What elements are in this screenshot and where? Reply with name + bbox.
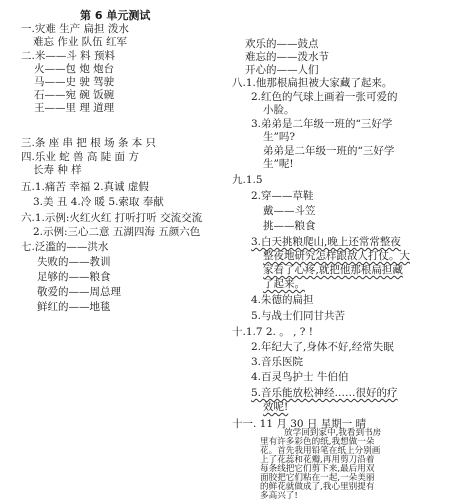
answer-q4-line1: 四.乐业 蛇 兽 高 陡 面 方	[21, 151, 139, 163]
answer-q10-5-line1: 5.音乐能放松神经……很好的疗	[251, 387, 398, 399]
diary-line2: 里有许多彩色的纸,我想做一朵	[260, 437, 375, 447]
answer-q9-2-line2: 戴——斗笠	[263, 205, 316, 217]
answer-q8-3-line3: 弟弟是二年级一班的“三好学	[263, 145, 395, 157]
answer-q2-line4: 石——宛 碗 饭碗	[34, 89, 115, 101]
answer-q8-3-line1: 3.弟弟是二年级一班的“三好学	[251, 118, 393, 130]
diary-line1: 放学回到家中,我看到书房	[284, 428, 382, 438]
diary-line7: 的鲜花就做成了,我心里别提有	[260, 482, 375, 492]
answer-q10-4: 4.百灵鸟护士 牛伯伯	[251, 371, 349, 383]
diary-line5: 每条线把它们剪下来,最后用双	[260, 464, 375, 474]
answer-q7-line4: 敬爱的——周总理	[37, 286, 121, 298]
page-title: 第 6 单元测试	[80, 9, 151, 22]
answer-q9-3-line2: 整夜地研究怎样跟敌人打仗。大	[263, 250, 410, 262]
answer-q8-3-line4: 生”呢!	[263, 158, 294, 170]
answer-q7-line5: 鲜红的——地毯	[37, 301, 111, 313]
answer-q10-2: 2.年纪大了,身体不好,经常失眠	[251, 341, 394, 353]
answer-q2-line2: 火——包 炮 炮台	[34, 63, 115, 75]
answer-q7-line8: 开心的——人们	[245, 64, 319, 76]
answer-q8-1: 八.1.他那根扁担被大家藏了起来。	[232, 77, 393, 89]
answer-q9-3-line4: 了起来。	[263, 278, 305, 290]
answer-q5-line2: 3.美 丑 4.冷 暖 5.索取 奉献	[33, 196, 164, 208]
answer-q9-5: 5.与战士们同甘共苦	[251, 310, 346, 322]
diary-line3: 花。首先我用铅笔在纸上分别画	[260, 446, 381, 456]
answer-q9-2-line1: 2.穿——草鞋	[251, 190, 314, 202]
answer-q7-line7: 难忘的——泼水节	[245, 51, 329, 63]
answer-q7-line2: 失败的——教训	[37, 256, 111, 268]
diary-line8: 多高兴了!	[260, 491, 298, 501]
answer-q9-2-line3: 挑——粮食	[263, 220, 316, 232]
answer-q7-line3: 足够的——粮食	[37, 271, 111, 283]
answer-q9-3-line1: 3.白天挑粮爬山,晚上还常常整夜	[251, 236, 401, 248]
diary-header: 十一. 11 月 30 日 星期一 晴	[232, 418, 367, 430]
diary-line4: 上了花蕊和花瓣,再用剪刀沿着	[260, 455, 375, 465]
answer-q9-3-line3: 家看了心疼,就把他那根扁担藏	[263, 264, 403, 276]
answer-q7-line1: 七.泛滥的——洪水	[21, 241, 109, 253]
answer-q6-line1: 六.1.示例:火红火红 打听打听 交流交流	[21, 212, 203, 224]
answer-q2-line3: 马——史 驶 驾驶	[34, 76, 115, 88]
answer-q1-line1: 一.灾难 生产 扁担 泼水	[21, 23, 129, 35]
answer-q7-line6: 欢乐的——鼓点	[245, 38, 319, 50]
answer-q6-line2: 2.示例:三心二意 五湖四海 五颜六色	[33, 226, 201, 238]
answer-q1-line2: 难忘 作业 队伍 红军	[33, 36, 128, 48]
answer-q2-line5: 王——里 理 道理	[34, 102, 115, 114]
answer-q9-4: 4.朱德的扁担	[251, 294, 314, 306]
answer-q3: 三.条 座 串 把 根 场 条 本 只	[21, 137, 157, 149]
answer-q8-2-line1: 2.红色的气球上画着一张可爱的	[251, 91, 398, 103]
answer-q10-5-line2: 效呢!	[263, 401, 289, 413]
answer-q10-1: 十.1.7 2. 。 , ? !	[232, 326, 313, 338]
answer-q9-1: 九.1.5	[232, 174, 263, 186]
answer-q4-line2: 长寿 种 样	[33, 164, 82, 176]
diary-line6: 面胶把它们粘在一起,一朵美丽	[260, 473, 375, 483]
answer-q5-line1: 五.1.痛苦 幸福 2.真诚 虚假	[21, 181, 149, 193]
answer-q8-3-line2: 生”吗?	[263, 131, 295, 143]
answer-q10-3: 3.音乐医院	[251, 356, 304, 368]
answer-q8-2-line2: 小脸。	[263, 104, 295, 116]
answer-q2-line1: 二.米——斗 料 预料	[21, 50, 116, 62]
